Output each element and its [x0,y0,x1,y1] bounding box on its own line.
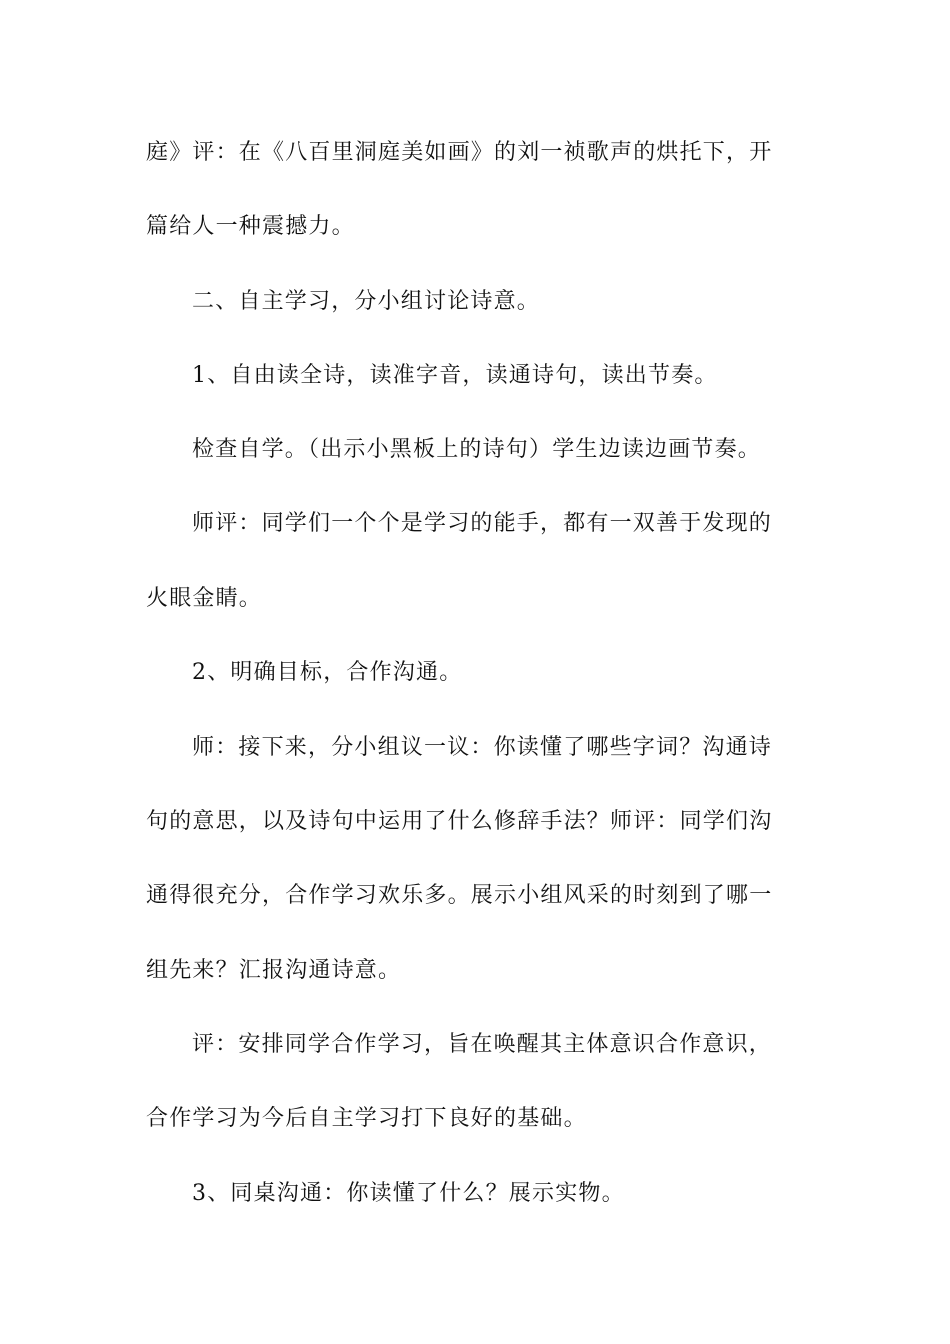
paragraph-line: 检查自学。（出示小黑板上的诗句）学生边读边画节奏。 [192,437,762,462]
section-heading: 二、自主学习，分小组讨论诗意。 [192,289,541,314]
paragraph-line: 庭》评：在《八百里洞庭美如画》的刘一祯歌声的烘托下，开 [146,140,773,165]
list-item-heading: 1、自由读全诗，读准字音，读通诗句，读出节奏。 [192,363,718,388]
paragraph-line: 通得很充分，合作学习欢乐多。展示小组风采的时刻到了哪一 [146,883,773,908]
paragraph-line: 师评：同学们一个个是学习的能手，都有一双善于发现的 [192,511,773,536]
paragraph-line: 火眼金睛。 [146,586,263,611]
paragraph-line: 组先来？汇报沟通诗意。 [146,958,402,983]
paragraph-line: 师：接下来，分小组议一议：你读懂了哪些字词？沟通诗 [192,735,773,760]
paragraph-line: 合作学习为今后自主学习打下良好的基础。 [146,1106,587,1131]
paragraph-line: 句的意思，以及诗句中运用了什么修辞手法？师评：同学们沟 [146,809,773,834]
list-item-heading: 3、同桌沟通：你读懂了什么？展示实物。 [192,1181,625,1206]
paragraph-line: 评：安排同学合作学习，旨在唤醒其主体意识合作意识， [192,1032,773,1057]
list-item-heading: 2、明确目标，合作沟通。 [192,660,463,685]
paragraph-line: 篇给人一种震撼力。 [146,214,355,239]
